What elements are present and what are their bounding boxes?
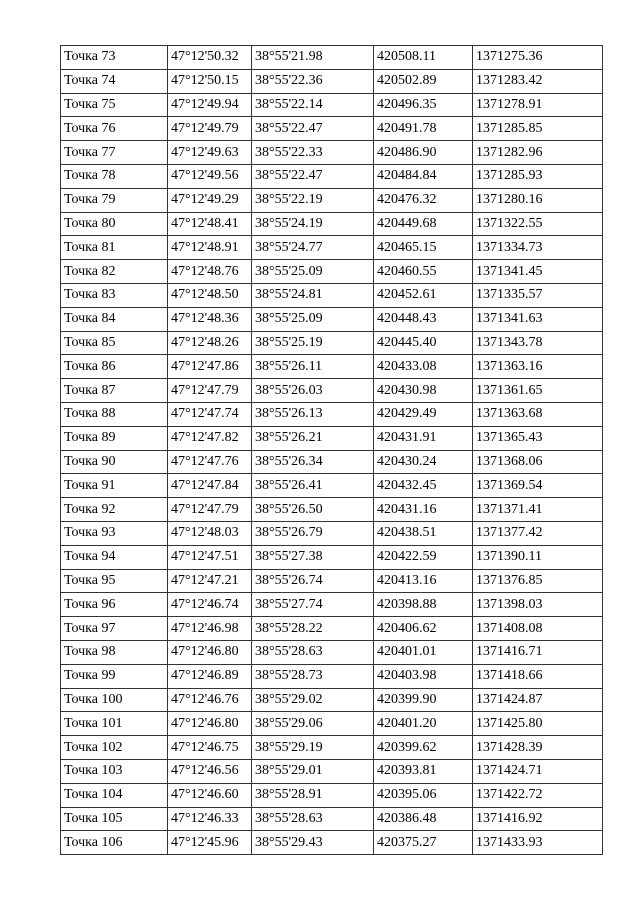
y-coordinate-cell: 1371418.66: [473, 664, 603, 688]
table-row: [61, 593, 603, 617]
point-name-cell: Точка 79: [61, 188, 168, 212]
x-coordinate-cell: 420508.11: [374, 46, 473, 70]
x-coordinate-cell: 420399.90: [374, 688, 473, 712]
table-row: [61, 736, 603, 760]
x-coordinate-cell: 420433.08: [374, 355, 473, 379]
longitude-cell: 38°55'24.77: [252, 236, 374, 260]
point-name-cell: Точка 103: [61, 759, 168, 783]
point-name-cell: Точка 90: [61, 450, 168, 474]
table-row: [61, 188, 603, 212]
y-coordinate-cell: 1371416.92: [473, 807, 603, 831]
y-coordinate-cell: 1371341.45: [473, 260, 603, 284]
longitude-cell: 38°55'26.50: [252, 498, 374, 522]
longitude-cell: 38°55'28.91: [252, 783, 374, 807]
y-coordinate-cell: 1371341.63: [473, 307, 603, 331]
x-coordinate-cell: 420430.24: [374, 450, 473, 474]
table-row: [61, 164, 603, 188]
longitude-cell: 38°55'25.09: [252, 307, 374, 331]
point-name-cell: Точка 88: [61, 402, 168, 426]
longitude-cell: 38°55'28.73: [252, 664, 374, 688]
table-row: [61, 521, 603, 545]
point-name-cell: Точка 106: [61, 831, 168, 855]
longitude-cell: 38°55'26.79: [252, 521, 374, 545]
table-row: [61, 712, 603, 736]
point-name-cell: Точка 75: [61, 93, 168, 117]
table-row: [61, 46, 603, 70]
point-name-cell: Точка 77: [61, 141, 168, 165]
y-coordinate-cell: 1371363.68: [473, 402, 603, 426]
point-name-cell: Точка 81: [61, 236, 168, 260]
latitude-cell: 47°12'48.03: [168, 521, 252, 545]
table-row: [61, 498, 603, 522]
y-coordinate-cell: 1371283.42: [473, 69, 603, 93]
longitude-cell: 38°55'21.98: [252, 46, 374, 70]
table-row: [61, 640, 603, 664]
x-coordinate-cell: 420496.35: [374, 93, 473, 117]
latitude-cell: 47°12'48.26: [168, 331, 252, 355]
point-name-cell: Точка 83: [61, 283, 168, 307]
latitude-cell: 47°12'49.63: [168, 141, 252, 165]
table-row: [61, 664, 603, 688]
x-coordinate-cell: 420431.16: [374, 498, 473, 522]
y-coordinate-cell: 1371278.91: [473, 93, 603, 117]
point-name-cell: Точка 84: [61, 307, 168, 331]
y-coordinate-cell: 1371343.78: [473, 331, 603, 355]
latitude-cell: 47°12'46.56: [168, 759, 252, 783]
point-name-cell: Точка 89: [61, 426, 168, 450]
x-coordinate-cell: 420484.84: [374, 164, 473, 188]
longitude-cell: 38°55'24.19: [252, 212, 374, 236]
x-coordinate-cell: 420430.98: [374, 379, 473, 403]
x-coordinate-cell: 420431.91: [374, 426, 473, 450]
table-row: [61, 93, 603, 117]
x-coordinate-cell: 420438.51: [374, 521, 473, 545]
longitude-cell: 38°55'22.14: [252, 93, 374, 117]
latitude-cell: 47°12'50.15: [168, 69, 252, 93]
longitude-cell: 38°55'22.47: [252, 117, 374, 141]
table-row: [61, 759, 603, 783]
longitude-cell: 38°55'28.63: [252, 640, 374, 664]
table-row: [61, 212, 603, 236]
y-coordinate-cell: 1371280.16: [473, 188, 603, 212]
x-coordinate-cell: 420432.45: [374, 474, 473, 498]
latitude-cell: 47°12'49.56: [168, 164, 252, 188]
table-row: [61, 450, 603, 474]
point-name-cell: Точка 105: [61, 807, 168, 831]
longitude-cell: 38°55'27.38: [252, 545, 374, 569]
y-coordinate-cell: 1371368.06: [473, 450, 603, 474]
point-name-cell: Точка 98: [61, 640, 168, 664]
longitude-cell: 38°55'26.03: [252, 379, 374, 403]
point-name-cell: Точка 86: [61, 355, 168, 379]
latitude-cell: 47°12'47.82: [168, 426, 252, 450]
table-row: [61, 426, 603, 450]
table-row: [61, 831, 603, 855]
table-row: [61, 283, 603, 307]
longitude-cell: 38°55'26.34: [252, 450, 374, 474]
longitude-cell: 38°55'22.19: [252, 188, 374, 212]
x-coordinate-cell: 420465.15: [374, 236, 473, 260]
point-name-cell: Точка 74: [61, 69, 168, 93]
x-coordinate-cell: 420395.06: [374, 783, 473, 807]
point-name-cell: Точка 82: [61, 260, 168, 284]
latitude-cell: 47°12'46.80: [168, 640, 252, 664]
point-name-cell: Точка 95: [61, 569, 168, 593]
x-coordinate-cell: 420429.49: [374, 402, 473, 426]
latitude-cell: 47°12'49.94: [168, 93, 252, 117]
longitude-cell: 38°55'27.74: [252, 593, 374, 617]
longitude-cell: 38°55'26.21: [252, 426, 374, 450]
coordinates-table: [60, 45, 603, 855]
latitude-cell: 47°12'47.86: [168, 355, 252, 379]
point-name-cell: Точка 100: [61, 688, 168, 712]
latitude-cell: 47°12'48.50: [168, 283, 252, 307]
y-coordinate-cell: 1371408.08: [473, 617, 603, 641]
x-coordinate-cell: 420448.43: [374, 307, 473, 331]
x-coordinate-cell: 420449.68: [374, 212, 473, 236]
point-name-cell: Точка 99: [61, 664, 168, 688]
latitude-cell: 47°12'46.76: [168, 688, 252, 712]
latitude-cell: 47°12'46.98: [168, 617, 252, 641]
longitude-cell: 38°55'22.33: [252, 141, 374, 165]
longitude-cell: 38°55'29.19: [252, 736, 374, 760]
table-row: [61, 569, 603, 593]
x-coordinate-cell: 420452.61: [374, 283, 473, 307]
table-row: [61, 545, 603, 569]
latitude-cell: 47°12'46.89: [168, 664, 252, 688]
table-row: [61, 355, 603, 379]
table-row: [61, 331, 603, 355]
y-coordinate-cell: 1371416.71: [473, 640, 603, 664]
point-name-cell: Точка 101: [61, 712, 168, 736]
y-coordinate-cell: 1371282.96: [473, 141, 603, 165]
longitude-cell: 38°55'28.22: [252, 617, 374, 641]
longitude-cell: 38°55'26.13: [252, 402, 374, 426]
point-name-cell: Точка 85: [61, 331, 168, 355]
x-coordinate-cell: 420386.48: [374, 807, 473, 831]
table-row: [61, 379, 603, 403]
point-name-cell: Точка 93: [61, 521, 168, 545]
y-coordinate-cell: 1371398.03: [473, 593, 603, 617]
coordinates-table-body: [61, 46, 603, 855]
y-coordinate-cell: 1371322.55: [473, 212, 603, 236]
longitude-cell: 38°55'25.19: [252, 331, 374, 355]
longitude-cell: 38°55'22.36: [252, 69, 374, 93]
point-name-cell: Точка 76: [61, 117, 168, 141]
table-row: [61, 117, 603, 141]
y-coordinate-cell: 1371377.42: [473, 521, 603, 545]
longitude-cell: 38°55'28.63: [252, 807, 374, 831]
longitude-cell: 38°55'25.09: [252, 260, 374, 284]
table-row: [61, 807, 603, 831]
table-row: [61, 307, 603, 331]
table-row: [61, 260, 603, 284]
y-coordinate-cell: 1371425.80: [473, 712, 603, 736]
table-row: [61, 783, 603, 807]
latitude-cell: 47°12'47.74: [168, 402, 252, 426]
x-coordinate-cell: 420393.81: [374, 759, 473, 783]
y-coordinate-cell: 1371422.72: [473, 783, 603, 807]
latitude-cell: 47°12'47.79: [168, 379, 252, 403]
x-coordinate-cell: 420406.62: [374, 617, 473, 641]
x-coordinate-cell: 420460.55: [374, 260, 473, 284]
x-coordinate-cell: 420491.78: [374, 117, 473, 141]
y-coordinate-cell: 1371390.11: [473, 545, 603, 569]
x-coordinate-cell: 420476.32: [374, 188, 473, 212]
latitude-cell: 47°12'46.60: [168, 783, 252, 807]
longitude-cell: 38°55'26.41: [252, 474, 374, 498]
point-name-cell: Точка 104: [61, 783, 168, 807]
point-name-cell: Точка 91: [61, 474, 168, 498]
y-coordinate-cell: 1371275.36: [473, 46, 603, 70]
x-coordinate-cell: 420398.88: [374, 593, 473, 617]
x-coordinate-cell: 420399.62: [374, 736, 473, 760]
y-coordinate-cell: 1371285.85: [473, 117, 603, 141]
table-row: [61, 688, 603, 712]
point-name-cell: Точка 102: [61, 736, 168, 760]
point-name-cell: Точка 80: [61, 212, 168, 236]
table-row: [61, 236, 603, 260]
latitude-cell: 47°12'49.29: [168, 188, 252, 212]
point-name-cell: Точка 87: [61, 379, 168, 403]
y-coordinate-cell: 1371424.87: [473, 688, 603, 712]
table-row: [61, 402, 603, 426]
latitude-cell: 47°12'46.75: [168, 736, 252, 760]
x-coordinate-cell: 420445.40: [374, 331, 473, 355]
latitude-cell: 47°12'47.21: [168, 569, 252, 593]
x-coordinate-cell: 420422.59: [374, 545, 473, 569]
longitude-cell: 38°55'29.02: [252, 688, 374, 712]
latitude-cell: 47°12'49.79: [168, 117, 252, 141]
point-name-cell: Точка 78: [61, 164, 168, 188]
latitude-cell: 47°12'46.80: [168, 712, 252, 736]
latitude-cell: 47°12'45.96: [168, 831, 252, 855]
x-coordinate-cell: 420375.27: [374, 831, 473, 855]
latitude-cell: 47°12'46.74: [168, 593, 252, 617]
x-coordinate-cell: 420413.16: [374, 569, 473, 593]
latitude-cell: 47°12'48.36: [168, 307, 252, 331]
y-coordinate-cell: 1371433.93: [473, 831, 603, 855]
latitude-cell: 47°12'46.33: [168, 807, 252, 831]
point-name-cell: Точка 96: [61, 593, 168, 617]
y-coordinate-cell: 1371428.39: [473, 736, 603, 760]
table-row: [61, 141, 603, 165]
latitude-cell: 47°12'47.51: [168, 545, 252, 569]
y-coordinate-cell: 1371334.73: [473, 236, 603, 260]
latitude-cell: 47°12'47.76: [168, 450, 252, 474]
latitude-cell: 47°12'48.91: [168, 236, 252, 260]
y-coordinate-cell: 1371369.54: [473, 474, 603, 498]
longitude-cell: 38°55'29.01: [252, 759, 374, 783]
latitude-cell: 47°12'47.84: [168, 474, 252, 498]
table-row: [61, 69, 603, 93]
longitude-cell: 38°55'22.47: [252, 164, 374, 188]
y-coordinate-cell: 1371376.85: [473, 569, 603, 593]
point-name-cell: Точка 97: [61, 617, 168, 641]
point-name-cell: Точка 73: [61, 46, 168, 70]
point-name-cell: Точка 92: [61, 498, 168, 522]
latitude-cell: 47°12'48.76: [168, 260, 252, 284]
y-coordinate-cell: 1371371.41: [473, 498, 603, 522]
longitude-cell: 38°55'29.06: [252, 712, 374, 736]
longitude-cell: 38°55'29.43: [252, 831, 374, 855]
longitude-cell: 38°55'26.74: [252, 569, 374, 593]
longitude-cell: 38°55'26.11: [252, 355, 374, 379]
y-coordinate-cell: 1371335.57: [473, 283, 603, 307]
x-coordinate-cell: 420401.20: [374, 712, 473, 736]
y-coordinate-cell: 1371424.71: [473, 759, 603, 783]
table-row: [61, 474, 603, 498]
table-row: [61, 617, 603, 641]
y-coordinate-cell: 1371361.65: [473, 379, 603, 403]
x-coordinate-cell: 420403.98: [374, 664, 473, 688]
x-coordinate-cell: 420401.01: [374, 640, 473, 664]
longitude-cell: 38°55'24.81: [252, 283, 374, 307]
latitude-cell: 47°12'48.41: [168, 212, 252, 236]
x-coordinate-cell: 420486.90: [374, 141, 473, 165]
x-coordinate-cell: 420502.89: [374, 69, 473, 93]
y-coordinate-cell: 1371365.43: [473, 426, 603, 450]
point-name-cell: Точка 94: [61, 545, 168, 569]
latitude-cell: 47°12'50.32: [168, 46, 252, 70]
y-coordinate-cell: 1371285.93: [473, 164, 603, 188]
latitude-cell: 47°12'47.79: [168, 498, 252, 522]
y-coordinate-cell: 1371363.16: [473, 355, 603, 379]
